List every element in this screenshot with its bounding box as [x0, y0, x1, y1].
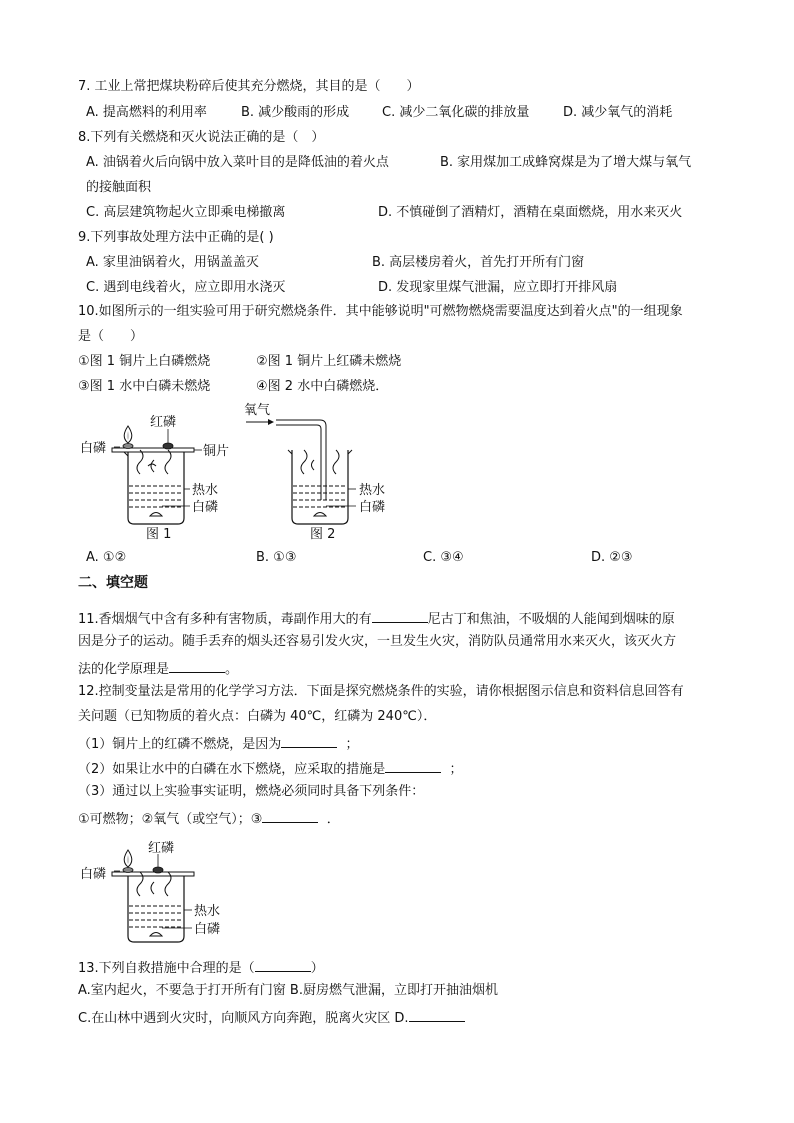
q7-option-b: B. 减少酸雨的形成	[241, 105, 350, 120]
copper-plate	[112, 448, 194, 452]
q9-option-c: C. 遇到电线着火，应立即用水浇灭	[86, 280, 286, 295]
label-white-phosphorus-4: 白磷	[194, 922, 221, 937]
q12-sub-4-end: ．	[326, 812, 340, 827]
q12-sub-2	[78, 758, 463, 779]
label-white-phosphorus-2: 白磷	[359, 500, 386, 515]
q12-blank-1[interactable]	[281, 733, 337, 748]
q8-option-d: D. 不慎碰倒了酒精灯，酒精在桌面燃烧，用水来灭火	[378, 205, 683, 220]
q8-option-b-cont: 的接触面积	[86, 180, 152, 195]
q13-stem	[78, 957, 324, 978]
q12-line-2: 关问题（已知物质的着火点：白磷为 40℃，红磷为 240℃）．	[78, 709, 437, 724]
q10-item-4: ④图 2 水中白磷燃烧．	[256, 379, 389, 394]
q7-option-d: D. 减少氧气的消耗	[563, 105, 673, 120]
q13-stem-end: ）	[310, 961, 324, 976]
q11-blank-2[interactable]	[169, 658, 225, 673]
q10-stem-cont: 是（ ）	[78, 329, 144, 344]
q10-option-b: B. ①③	[256, 550, 297, 565]
red-phosphorus-1	[163, 443, 173, 449]
q10-stem: 10.如图所示的一组实验可用于研究燃烧条件．其中能够说明"可燃物燃烧需要温度达到着火点"的一组现象	[78, 304, 683, 319]
caption-figure-2: 图 2	[310, 527, 336, 542]
q8-option-c: C. 高层建筑物起火立即乘电梯撤离	[86, 205, 286, 220]
q10-item-3: ③图 1 水中白磷未燃烧	[78, 379, 211, 394]
q11-text-1a: 11.香烟烟气中含有多种有害物质，毒副作用大的有	[78, 612, 372, 627]
q9-option-b: B. 高层楼房着火，首先打开所有门窗	[372, 255, 585, 270]
q13-line-3-text: C.在山林中遇到火灾时，向顺风方向奔跑，脱离火灾区 D.	[78, 1011, 409, 1026]
label-hot-water: 热水	[192, 483, 219, 498]
q12-sub-4	[78, 808, 340, 829]
q11-blank-1[interactable]	[372, 608, 428, 623]
label-hot-water-3: 热水	[194, 904, 221, 919]
white-phosphorus-water-3	[150, 933, 162, 937]
q11-line-3	[78, 658, 238, 679]
label-red-phosphorus-2: 红磷	[148, 841, 175, 856]
white-phosphorus-water-2	[314, 513, 326, 517]
red-phosphorus-2	[153, 867, 163, 873]
q11-line-2: 因是分子的运动。随手丢弃的烟头还容易引发火灾，一旦发生火灾，消防队员通常用水来灭火，该灭火方	[78, 634, 677, 649]
q8-option-a: A. 油锅着火后向锅中放入菜叶目的是降低油的着火点	[86, 155, 389, 170]
label-copper-plate: 铜片	[203, 444, 230, 459]
figure-1	[80, 414, 229, 542]
q13-blank-1[interactable]	[255, 957, 311, 972]
caption-figure-1: 图 1	[146, 527, 172, 542]
q12-line-1: 12.控制变量法是常用的化学学习方法．下面是探究燃烧条件的实验，请你根据图示信息和资料信息回答有	[78, 684, 684, 699]
q12-blank-2[interactable]	[385, 758, 441, 773]
q12-sub-3: （3）通过以上实验事实证明，燃烧必须同时具备下列条件：	[78, 784, 425, 799]
label-red-phosphorus: 红磷	[150, 415, 177, 430]
q10-item-2: ②图 1 铜片上红磷未燃烧	[256, 354, 402, 369]
q9-option-a: A. 家里油锅着火，用锅盖盖灭	[86, 255, 259, 270]
label-oxygen: 氧气	[244, 403, 271, 418]
section-heading: 二、填空题	[78, 575, 148, 591]
q11-text-3b: 。	[225, 662, 239, 677]
label-hot-water-2: 热水	[359, 483, 386, 498]
q12-sub-1-end: ；	[345, 737, 359, 752]
q12-sub-2-end: ；	[449, 762, 463, 777]
q12-blank-3[interactable]	[262, 808, 318, 823]
q12-figure	[76, 836, 236, 946]
q13-line-2: A.室内起火，不要急于打开所有门窗 B.厨房燃气泄漏，立即打开抽油烟机	[78, 983, 498, 998]
copper-plate-2	[112, 872, 194, 876]
white-phosphorus-water-1	[150, 513, 162, 517]
q13-blank-2[interactable]	[409, 1007, 465, 1022]
q7-option-a: A. 提高燃料的利用率	[86, 105, 207, 120]
figure-2	[244, 403, 385, 542]
q11-text-1b: 尼古丁和焦油，不吸烟的人能闻到烟味的原	[427, 612, 675, 627]
q7-option-c: C. 减少二氧化碳的排放量	[382, 105, 530, 120]
q9-option-d: D. 发现家里煤气泄漏，应立即打开排风扇	[378, 280, 618, 295]
q12-sub-1-text: （1）铜片上的红磷不燃烧，是因为	[78, 737, 282, 752]
label-white-phosphorus: 白磷	[80, 441, 107, 456]
q8-stem: 8.下列有关燃烧和灭火说法正确的是（ ）	[78, 130, 325, 145]
q11-text-3a: 法的化学原理是	[78, 662, 170, 677]
q12-sub-1	[78, 733, 359, 754]
q9-stem: 9.下列事故处理方法中正确的是( )	[78, 230, 274, 245]
q10-option-c: C. ③④	[423, 550, 464, 565]
q10-figure	[76, 400, 406, 548]
q10-option-d: D. ②③	[591, 550, 633, 565]
q13-line-3	[78, 1007, 465, 1028]
q11-line-1	[78, 608, 675, 629]
q10-option-a: A. ①②	[86, 550, 127, 565]
q12-sub-2-text: （2）如果让水中的白磷在水下燃烧，应采取的措施是	[78, 762, 386, 777]
q10-item-1: ①图 1 铜片上白磷燃烧	[78, 354, 211, 369]
q12-sub-4-text: ①可燃物；②氧气（或空气）；③	[78, 812, 263, 827]
label-white-phosphorus-3: 白磷	[80, 867, 107, 882]
q7-stem: 7. 工业上常把煤块粉碎后使其充分燃烧，其目的是（ ）	[78, 79, 420, 94]
q8-option-b: B. 家用煤加工成蜂窝煤是为了增大煤与氧气	[440, 155, 692, 170]
q13-stem-text: 13.下列自救措施中合理的是（	[78, 961, 255, 976]
label-white-phosphorus-water: 白磷	[192, 500, 219, 515]
